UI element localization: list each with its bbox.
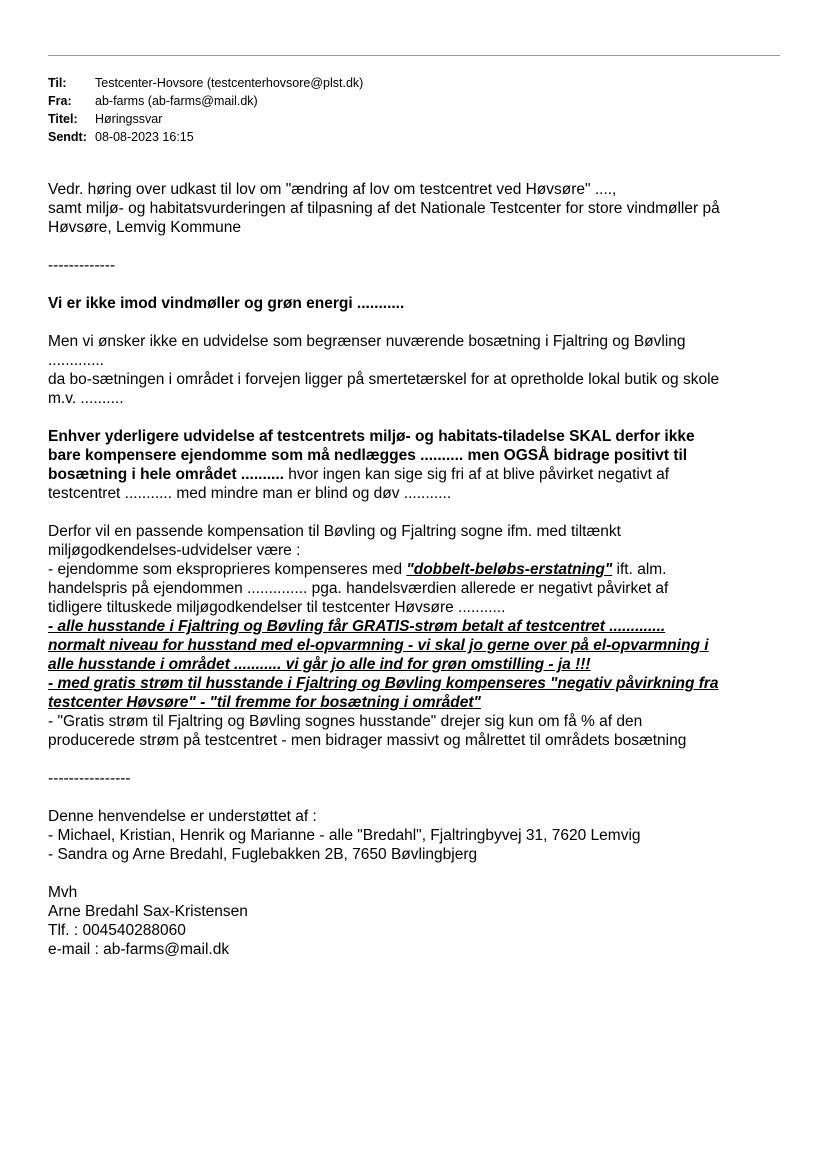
to-row [48, 74, 363, 92]
header-divider [48, 55, 780, 56]
mixed-line [48, 560, 788, 579]
paragraph-line: Derfor vil en passende kompensation til Bøvling og Fjaltring sogne ifm. med tiltænkt [48, 523, 621, 540]
emphasis-line: testcenter Høvsøre" - "til fremme for bosætning i området" [48, 694, 481, 711]
from-label: Fra: [48, 94, 72, 108]
sent-label: Sendt: [48, 130, 87, 144]
title-label: Titel: [48, 112, 78, 126]
paragraph-line: tidligere tiltuskede miljøgodkendelser til testcenter Høvsøre ........... [48, 599, 506, 616]
paragraph-line: Men vi ønsker ikke en udvidelse som begrænser nuværende bosætning i Fjaltring og Bøvling [48, 333, 686, 350]
paragraph-line: testcentret ........... med mindre man er blind og døv ........... [48, 485, 452, 502]
text-fragment: hvor ingen kan sige sig fri af at blive påvirket negativt af [283, 466, 670, 483]
signature-line: Tlf. : 004540288060 [48, 922, 186, 939]
paragraph-line: producerede strøm på testcentret - men bidrager massivt og målrettet til områdets bosætning [48, 732, 687, 749]
email-header [48, 74, 363, 146]
title-value: Høringssvar [95, 112, 163, 126]
intro-line: Vedr. høring over udkast til lov om "ændring af lov om testcentret ved Høvsøre" ...., [48, 181, 617, 198]
from-value: ab-farms (ab-farms@mail.dk) [95, 94, 258, 108]
emphasis-fragment: "dobbelt-beløbs-erstatning" [406, 561, 613, 578]
bold-fragment: bosætning i hele området .......... [48, 466, 284, 483]
intro-line: samt miljø- og habitatsvurderingen af tilpasning af det Nationale Testcenter for store vindmøller på [48, 200, 720, 217]
title-row [48, 110, 363, 128]
from-row [48, 92, 363, 110]
support-intro: Denne henvendelse er understøttet af : [48, 808, 317, 825]
support-line: - Sandra og Arne Bredahl, Fuglebakken 2B, 7650 Bøvlingbjerg [48, 846, 478, 863]
sent-row [48, 128, 363, 146]
support-line: - Michael, Kristian, Henrik og Marianne - alle "Bredahl", Fjaltringbyvej 31, 7620 Lemvig [48, 827, 641, 844]
to-label: Til: [48, 76, 67, 90]
emphasis-line: - alle husstande i Fjaltring og Bøvling får GRATIS-strøm betalt af testcentret ............. [48, 618, 666, 635]
email-body [48, 180, 788, 959]
separator: ---------------- [48, 770, 131, 787]
sent-value: 08-08-2023 16:15 [95, 130, 194, 144]
paragraph-line: m.v. .......... [48, 390, 124, 407]
signature-line: Mvh [48, 884, 78, 901]
bold-line: bare kompensere ejendomme som må nedlægges .......... men OGSÅ bidrage positivt til [48, 447, 688, 464]
intro-line: Høvsøre, Lemvig Kommune [48, 219, 241, 236]
text-fragment: - ejendomme som eksproprieres kompenseres med [48, 561, 407, 578]
signature-line: e-mail : ab-farms@mail.dk [48, 941, 230, 958]
separator: ------------- [48, 257, 116, 274]
emphasis-line: normalt niveau for husstand med el-opvarmning - vi skal jo gerne over på el-opvarmning i [48, 637, 709, 654]
heading: Vi er ikke imod vindmøller og grøn energi ........... [48, 295, 405, 312]
text-fragment: ift. alm. [612, 561, 667, 578]
emphasis-line: - med gratis strøm til husstande i Fjaltring og Bøvling kompenseres "negativ påvirkning fra [48, 675, 719, 692]
to-value: Testcenter-Hovsore (testcenterhovsore@plst.dk) [95, 76, 364, 90]
paragraph-line: handelspris på ejendommen .............. pga. handelsværdien allerede er negativt påvirket af [48, 580, 669, 597]
bold-line: Enhver yderligere udvidelse af testcentrets miljø- og habitats-tiladelse SKAL derfor ikke [48, 428, 695, 445]
signature-line: Arne Bredahl Sax-Kristensen [48, 903, 248, 920]
paragraph-line: da bo-sætningen i området i forvejen ligger på smertetærskel for at opretholde lokal butik og skole [48, 371, 720, 388]
emphasis-line: alle husstande i området ........... vi går jo alle ind for grøn omstilling - ja !!! [48, 656, 591, 673]
paragraph-line: - "Gratis strøm til Fjaltring og Bøvling sognes husstande" drejer sig kun om få % af den [48, 713, 643, 730]
mixed-line [48, 465, 788, 484]
paragraph-line: miljøgodkendelses-udvidelser være : [48, 542, 301, 559]
paragraph-line: ............. [48, 352, 104, 369]
